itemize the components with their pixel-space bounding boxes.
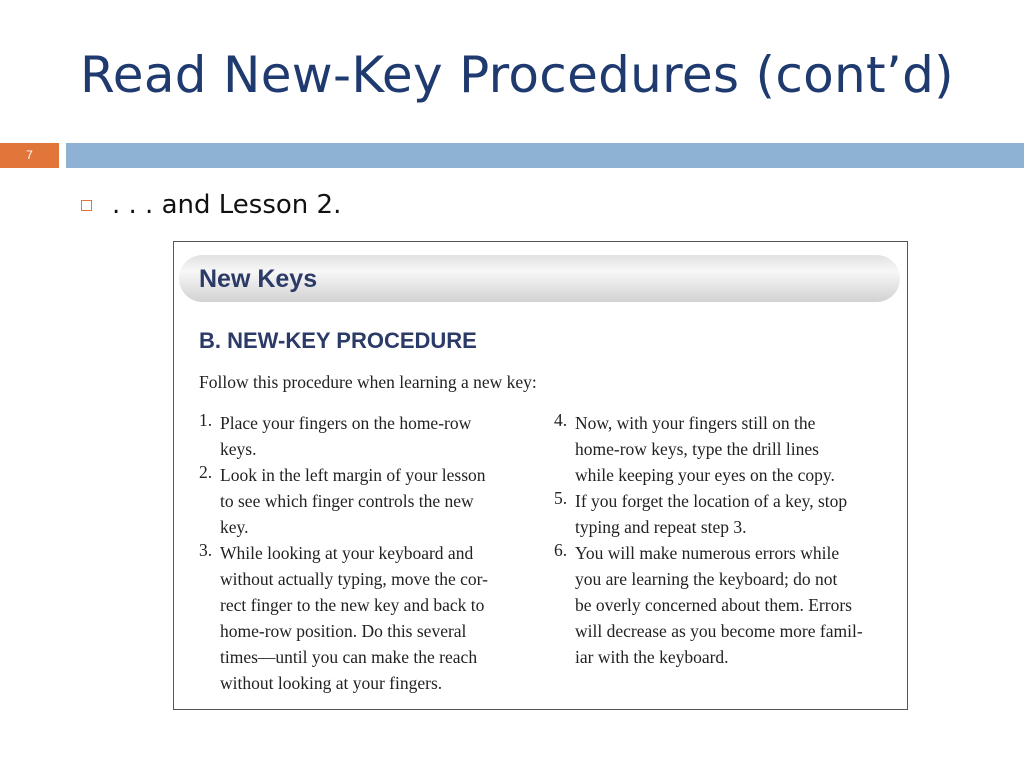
square-bullet-icon bbox=[81, 200, 92, 211]
step-number: 5. bbox=[554, 488, 568, 508]
textbook-excerpt-image bbox=[173, 241, 908, 710]
step-line: to see which finger controls the new bbox=[220, 491, 474, 511]
step-line: home-row keys, type the drill lines bbox=[575, 439, 819, 459]
steps-right-column bbox=[554, 410, 894, 670]
step-line: while keeping your eyes on the copy. bbox=[575, 465, 835, 485]
step-line: rect finger to the new key and back to bbox=[220, 595, 485, 615]
section-heading: B. NEW-KEY PROCEDURE bbox=[199, 328, 477, 353]
step-number: 1. bbox=[199, 410, 213, 430]
title-divider-bar bbox=[66, 143, 1024, 168]
step-line: keys. bbox=[220, 439, 257, 459]
step-line: While looking at your keyboard and bbox=[220, 543, 474, 563]
step-number: 2. bbox=[199, 462, 213, 482]
step-line: If you forget the location of a key, stop bbox=[575, 491, 848, 511]
step-line: Now, with your fingers still on the bbox=[575, 413, 816, 433]
step-item bbox=[199, 410, 539, 462]
intro-text: Follow this procedure when learning a new key: bbox=[199, 372, 537, 392]
step-line: iar with the keyboard. bbox=[575, 647, 729, 667]
step-item bbox=[554, 488, 894, 540]
step-item bbox=[554, 540, 894, 670]
steps-left-column bbox=[199, 410, 539, 696]
step-number: 3. bbox=[199, 540, 213, 560]
step-line: key. bbox=[220, 517, 249, 537]
step-line: without actually typing, move the cor- bbox=[220, 569, 488, 589]
step-line: you are learning the keyboard; do not bbox=[575, 569, 838, 589]
step-number: 4. bbox=[554, 410, 568, 430]
step-line: be overly concerned about them. Errors bbox=[575, 595, 852, 615]
step-line: Look in the left margin of your lesson bbox=[220, 465, 486, 485]
step-line: times—until you can make the reach bbox=[220, 647, 478, 667]
step-line: typing and repeat step 3. bbox=[575, 517, 747, 537]
slide-title: Read New-Key Procedures (cont’d) bbox=[80, 46, 954, 104]
step-line: Place your fingers on the home-row bbox=[220, 413, 472, 433]
slide-number: 7 bbox=[26, 148, 33, 162]
step-item bbox=[199, 462, 539, 540]
step-line: You will make numerous errors while bbox=[575, 543, 840, 563]
step-item bbox=[554, 410, 894, 488]
step-number: 6. bbox=[554, 540, 568, 560]
bullet-text: . . . and Lesson 2. bbox=[112, 190, 342, 220]
step-line: without looking at your fingers. bbox=[220, 673, 443, 693]
step-line: will decrease as you become more famil- bbox=[575, 621, 863, 641]
step-item bbox=[199, 540, 539, 696]
step-line: home-row position. Do this several bbox=[220, 621, 467, 641]
new-keys-title: New Keys bbox=[199, 265, 318, 293]
